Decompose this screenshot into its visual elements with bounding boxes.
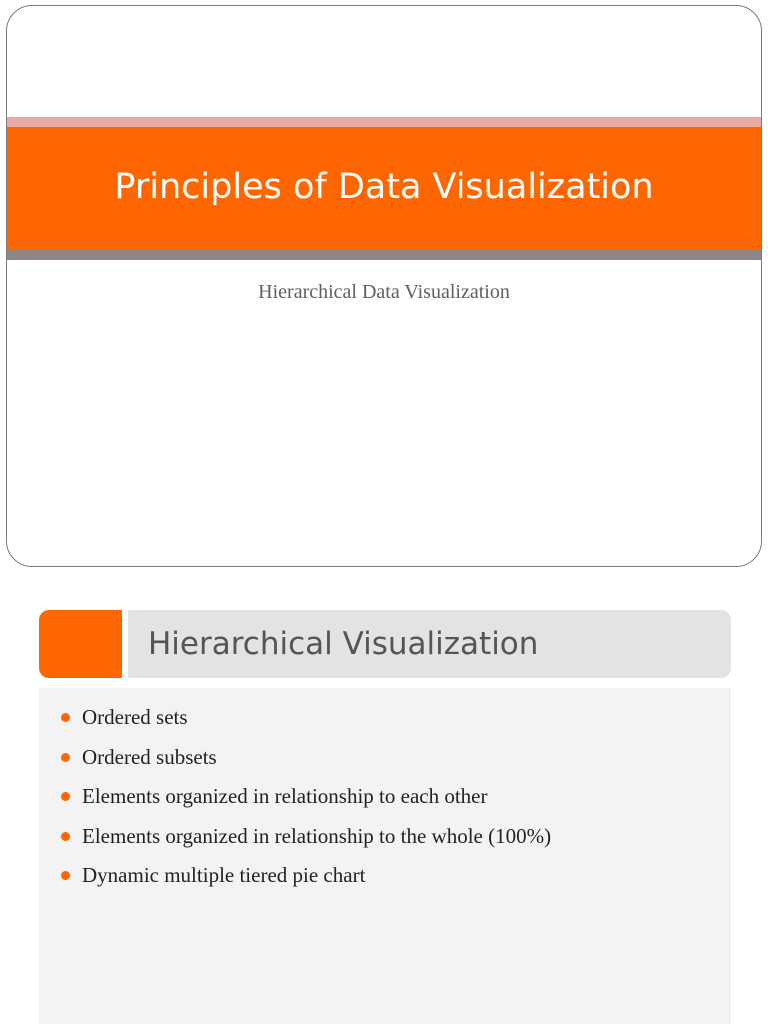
bullet-dot-icon [61,753,70,762]
bullet-dot-icon [61,871,70,880]
title-accent-block [39,610,122,678]
bullet-text: Ordered subsets [82,744,217,769]
bullet-text: Elements organized in relationship to the whole (100%) [82,823,552,848]
title-band [7,127,761,249]
content-slide-title: Hierarchical Visualization [148,626,539,662]
bullet-item [61,823,731,863]
bullet-text: Dynamic multiple tiered pie chart [82,863,366,887]
bullet-item [61,744,731,784]
title-bar [128,610,731,678]
title-band-top-stripe [7,117,761,127]
slide-subtitle: Hierarchical Data Visualization [258,281,510,303]
bullet-text: Elements organized in relationship to each other [82,784,488,808]
content-area [39,688,731,1024]
bullet-item [61,704,731,744]
title-band-bottom-stripe [7,249,761,260]
bullet-dot-icon [61,713,70,722]
bullet-dot-icon [61,832,70,841]
bullet-text: Ordered sets [82,705,188,729]
bullet-dot-icon [61,792,70,801]
slide-title: Principles of Data Visualization [114,167,654,207]
content-slide [39,610,731,1024]
bullet-list [39,688,731,902]
title-slide [6,5,762,567]
bullet-item [61,862,731,902]
bullet-item [61,783,731,823]
